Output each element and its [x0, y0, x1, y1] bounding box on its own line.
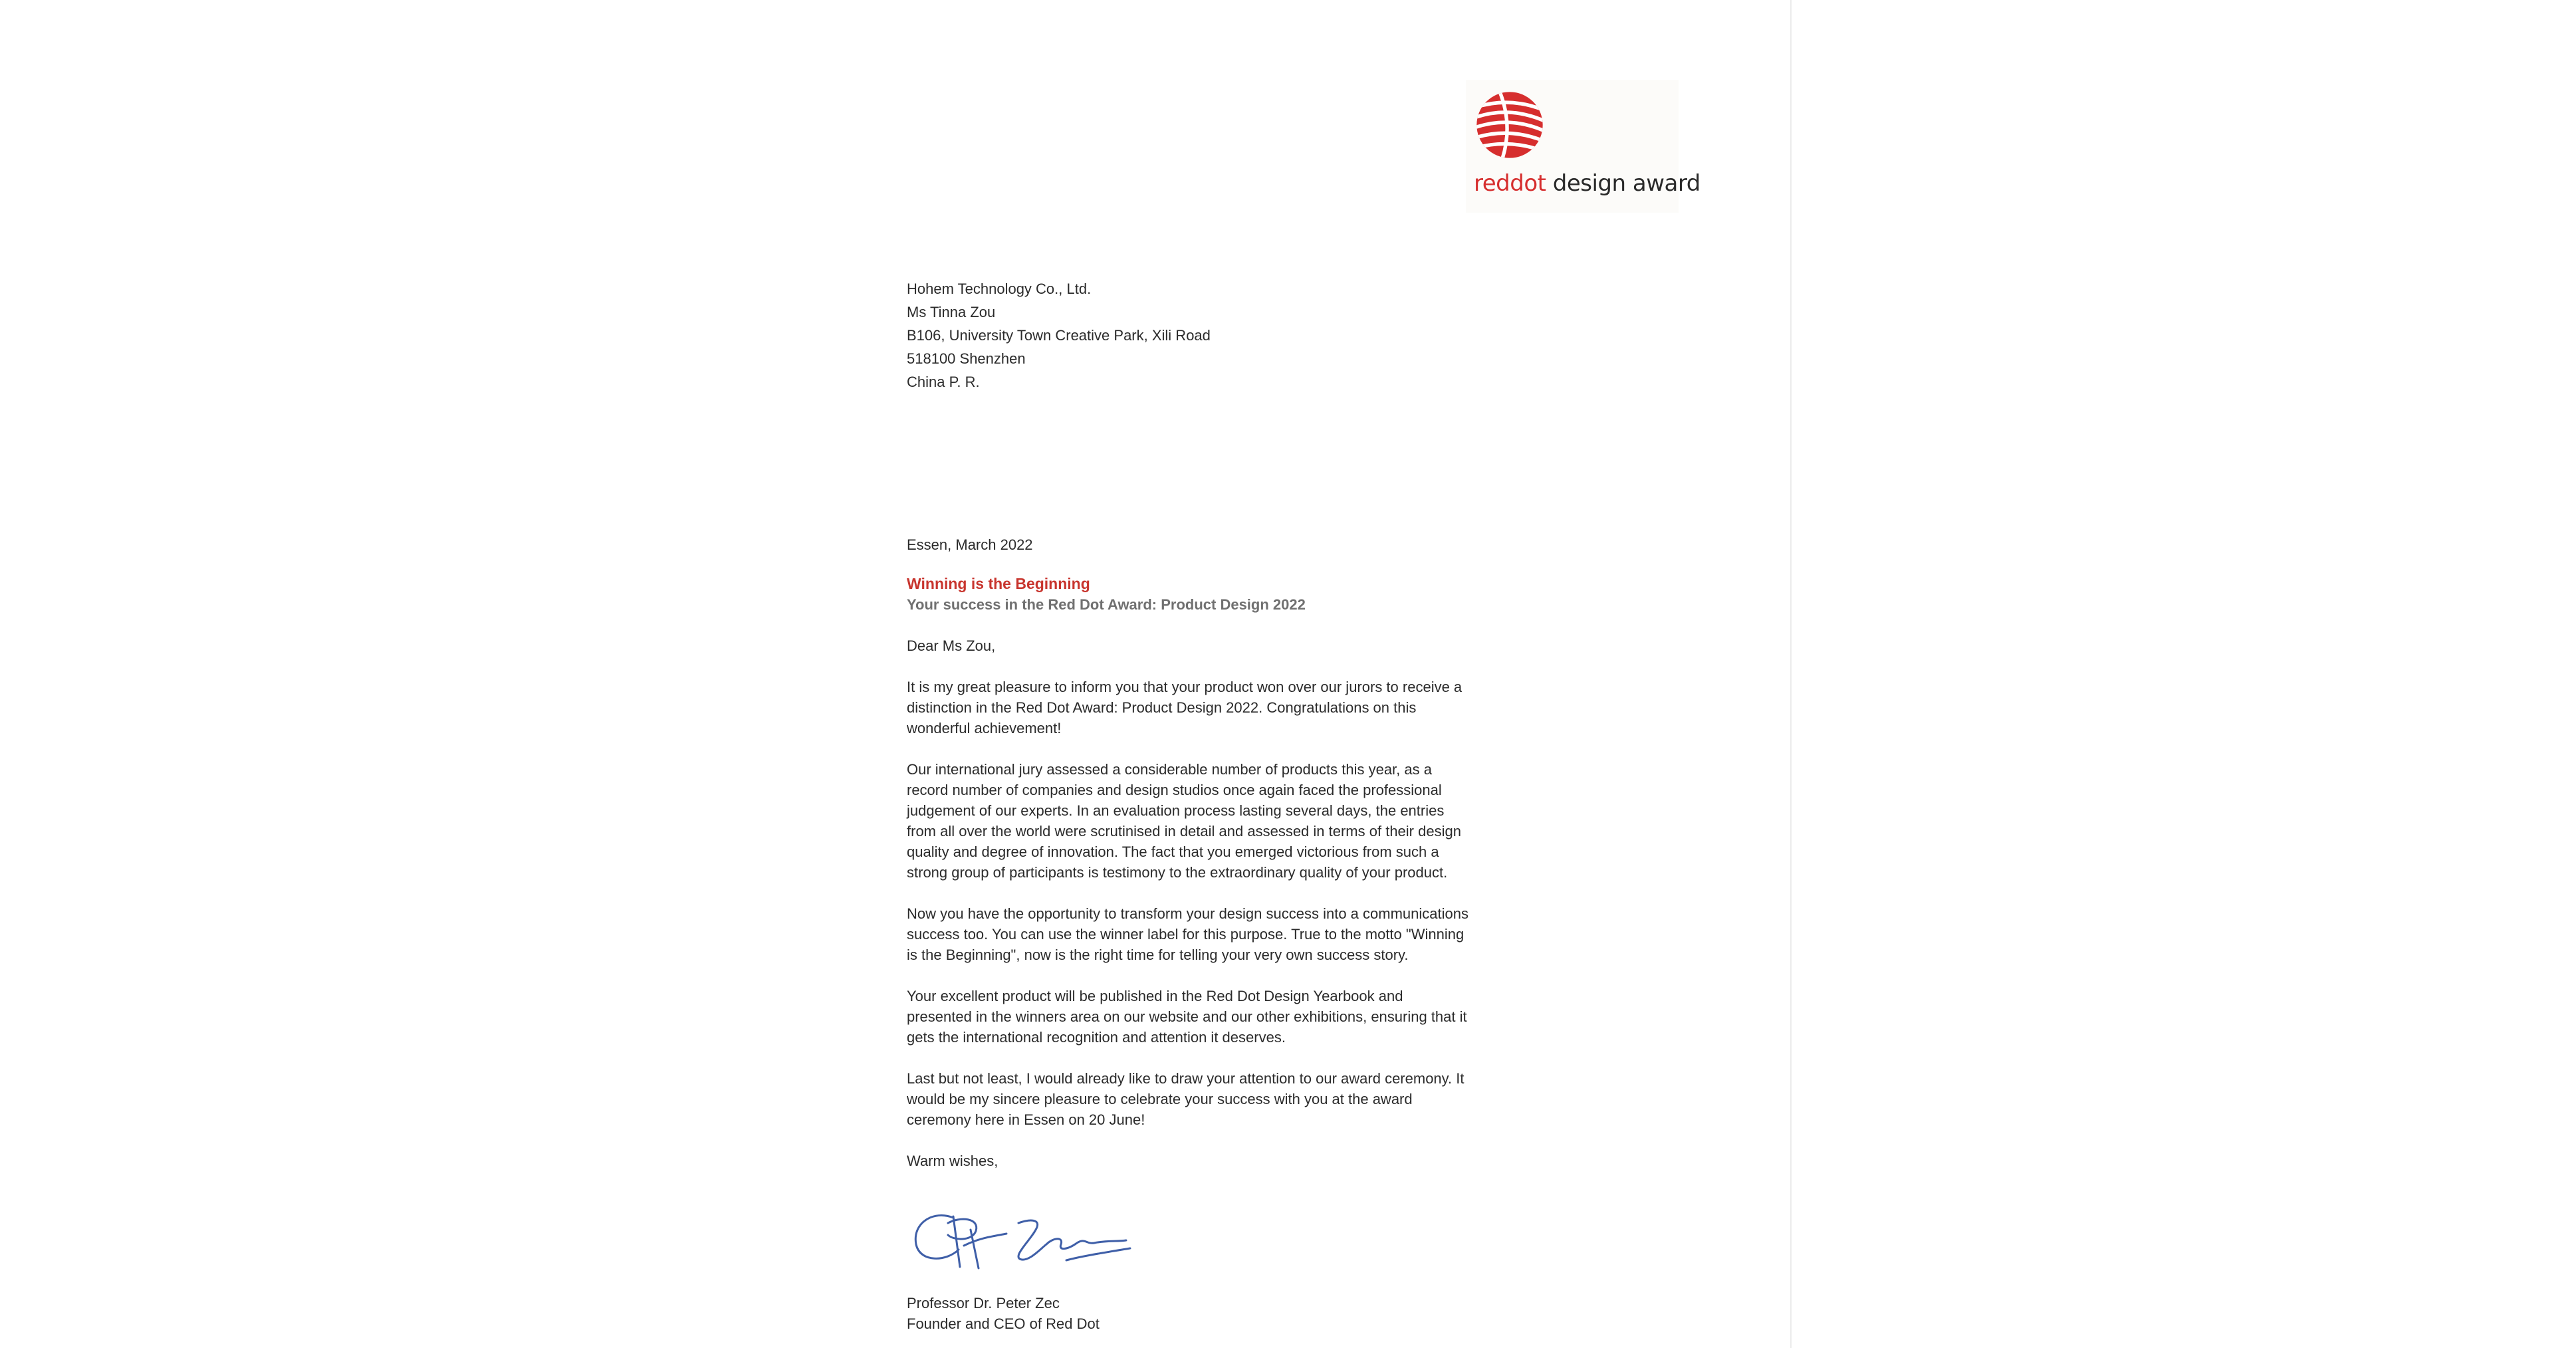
wordmark-red: red [1474, 170, 1510, 197]
headline: Winning is the Beginning [907, 575, 1090, 592]
wordmark-dot: dot [1510, 170, 1546, 197]
paragraph: Last but not least, I would already like to draw your attention to our award ceremony. It would be my sincere pleasure to celebrate your success with you at the award ceremony here in Essen on 20 June! [907, 1070, 1464, 1128]
date-text: Essen, March 2022 [907, 536, 1033, 553]
red-dot-sphere-icon [1474, 89, 1546, 161]
paragraph: It is my great pleasure to inform you that your product won over our jurors to receive a distinction in the Red Dot Award: Product Design 2022. Congratulations on this wonderful achievement! [907, 679, 1463, 736]
paragraph: Your excellent product will be published in the Red Dot Design Yearbook and presented in the winners area on our website and our other exhibitions, ensuring that it gets the international recognition and attention it deserves. [907, 988, 1467, 1046]
red-dot-logo [1466, 80, 1700, 213]
paragraph: Now you have the opportunity to transform your design success into a communications success too. You can use the winner label for this purpose. True to the motto "Winning is the Beginning", now is the right time for telling your very own success story. [907, 905, 1468, 963]
wordmark-design-award: design award [1546, 170, 1700, 197]
subline: Your success in the Red Dot Award: Product Design 2022 [907, 596, 1306, 613]
recipient-country: China P. R. [907, 374, 980, 390]
signatory-name: Professor Dr. Peter Zec [907, 1295, 1060, 1311]
paragraph: Our international jury assessed a considerable number of products this year, as a record number of companies and design studios once again faced the professional judgement of our experts. In an evaluation process lasting several days, the entries from all over the world were scrutinised in detail and assessed in terms of their design quality and degree of innovation. The fact that you emerged victorious from such a strong group of participants is testimony to the extraordinary quality of your product. [907, 761, 1461, 881]
recipient-name: Ms Tinna Zou [907, 304, 996, 320]
recipient-company: Hohem Technology Co., Ltd. [907, 281, 1092, 297]
red-dot-wordmark [1474, 170, 1700, 197]
signatory-title: Founder and CEO of Red Dot [907, 1315, 1100, 1332]
letter-heading [907, 574, 1472, 615]
closing: Warm wishes, [907, 1153, 998, 1169]
recipient-city: 518100 Shenzhen [907, 350, 1026, 367]
recipient-street: B106, University Town Creative Park, Xili Road [907, 327, 1211, 344]
signatory-block [907, 1293, 1472, 1334]
dateline [907, 534, 1472, 555]
recipient-address [907, 277, 1472, 393]
handwritten-signature [907, 1203, 1146, 1276]
letter-body [907, 635, 1472, 1192]
salutation: Dear Ms Zou, [907, 637, 996, 654]
